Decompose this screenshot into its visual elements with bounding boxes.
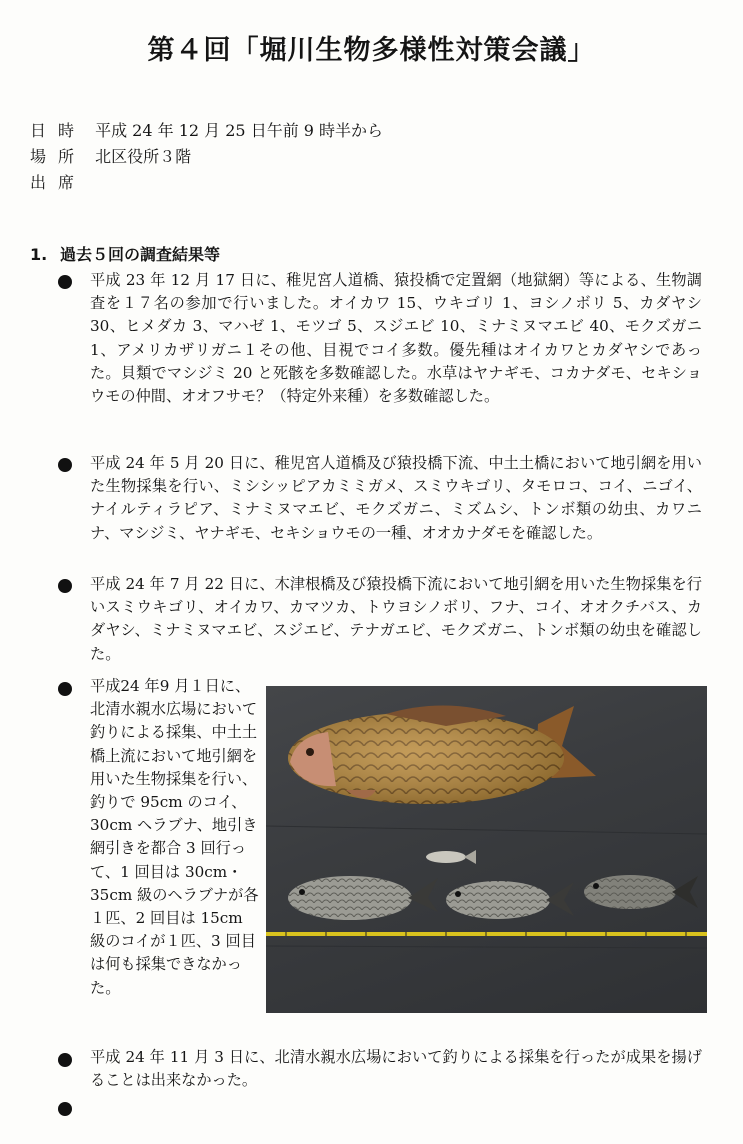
bullet-icon bbox=[58, 458, 72, 472]
crucian-carp-fish bbox=[584, 875, 698, 909]
meta-row-attendance bbox=[30, 172, 95, 194]
crucian-carp-fish bbox=[446, 881, 574, 919]
bullet-icon bbox=[58, 579, 72, 593]
list-item: 平成24 年9 月１日に、北清水親水広場において釣りによる採集、中土土橋上流において地引網を用いた生物採集を行い、釣りで 95cm のコイ、30cm ヘラブナ、地引き網引きを都合 3 回行って、1 回目は 30cm・35cm 級のヘラブナが各１匹、2 回目は 15cm 級のコイが１匹、3 回目は何も採集できなかった。 bbox=[90, 677, 259, 997]
list-item: 平成 23 年 12 月 17 日に、稚児宮人道橋、猿投橋で定置網（地獄網）等による、生物調査を１７名の参加で行いました。オイカワ 15、ウキゴリ 1、ヨシノボリ 5、カダヤシ 30、ヒメダカ 3、マハゼ 1、モツゴ 5、スジエビ 10、ミナミヌマエビ 40、モクズガニ 1、アメリカザリガニ１その他、目視でコイ多数。優先種はオイカワとカダヤシであった。貝類でマシジミ 20 と死骸を多数確認した。水草はヤナギモ、コカナダモ、セキショウモの仲間、オオフサモ？（特定外来種）を多数確認した。 bbox=[90, 271, 702, 406]
bullet-icon bbox=[58, 275, 72, 289]
section-title: 過去５回の調査結果等 bbox=[60, 245, 221, 264]
small-fish bbox=[426, 850, 476, 864]
meta-label: 出席 bbox=[30, 173, 87, 192]
list-item: 平成 24 年 11 月 3 日に、北清水親水広場において釣りによる採集を行ったが成果を揚げることは出来なかった。 bbox=[90, 1048, 702, 1090]
bullet-icon bbox=[58, 682, 72, 696]
meta-value: 平成 24 年 12 月 25 日午前 9 時半から bbox=[95, 121, 384, 140]
crucian-carp-fish bbox=[288, 876, 438, 920]
bullet-icon bbox=[58, 1102, 72, 1116]
carp-fish bbox=[288, 705, 596, 804]
measuring-tape bbox=[266, 932, 707, 936]
list-item: 平成 24 年 5 月 20 日に、稚児宮人道橋及び猿投橋下流、中土土橋において地引網を用いた生物採集を行い、ミシシッピアカミミガメ、スミウキゴリ、タモロコ、コイ、ニゴイ、ナイルティラピア、ミナミヌマエビ、モクズガニ、ミズムシ、トンボ類の幼虫、カワニナ、マシジミ、ヤナギモ、セキショウモの一種、オオカナダモを確認した。 bbox=[90, 454, 702, 542]
section-heading bbox=[30, 243, 220, 267]
fish-illustration bbox=[266, 686, 707, 1013]
meta-row-datetime bbox=[30, 120, 383, 142]
fish-photo bbox=[266, 686, 707, 1013]
page-title: 第４回「堀川生物多様性対策会議」 bbox=[147, 35, 596, 66]
meta-label: 日時 bbox=[30, 121, 87, 140]
meta-value: 北区役所３階 bbox=[95, 147, 192, 166]
section-number: 1. bbox=[30, 245, 48, 264]
meta-row-place bbox=[30, 146, 191, 168]
bullet-icon bbox=[58, 1053, 72, 1067]
list-item: 平成 24 年 7 月 22 日に、木津根橋及び猿投橋下流において地引網を用いた生物採集を行いスミウキゴリ、オイカワ、カマツカ、トウヨシノボリ、フナ、コイ、オオクチバス、カダヤシ、ミナミヌマエビ、スジエビ、テナガエビ、モクズガニ、トンボ類の幼虫を確認した。 bbox=[90, 575, 702, 663]
meta-label: 場所 bbox=[30, 147, 87, 166]
